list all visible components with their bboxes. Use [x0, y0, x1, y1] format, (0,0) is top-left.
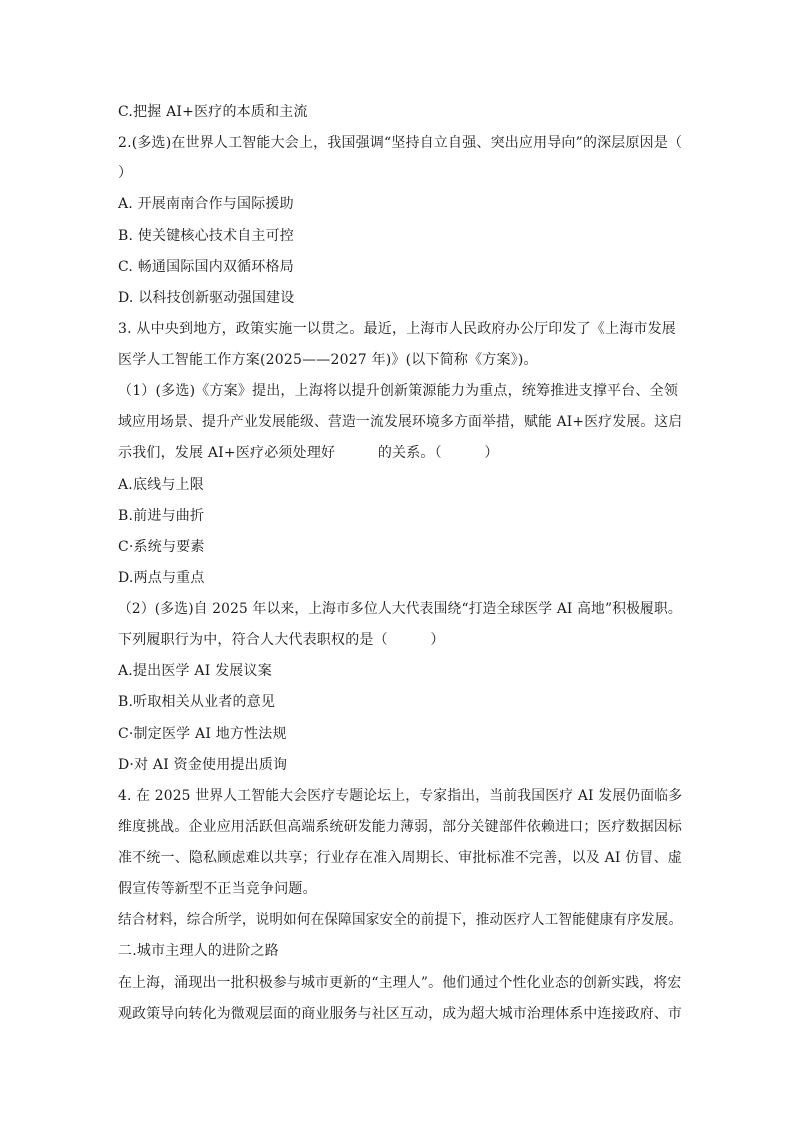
- option-c: C. 畅通国际国内双循环格局: [118, 259, 294, 275]
- question-4-stem: 4. 在 2025 世界人工智能大会医疗专题论坛上，专家指出，当前我国医疗 AI 发展仍面临多: [118, 788, 683, 804]
- option-d: D. 以科技创新驱动强国建设: [118, 290, 295, 306]
- option-d: D.两点与重点: [118, 570, 205, 586]
- text-line: ）: [118, 165, 133, 181]
- option-a: A.底线与上限: [118, 477, 204, 493]
- section-heading: 二.城市主理人的进阶之路: [118, 943, 279, 959]
- text-line: 域应用场景、提升产业发展能级、营造一流发展环境多方面举措，赋能 AI+医疗发展。这启: [118, 414, 683, 430]
- option-b: B.听取相关从业者的意见: [118, 694, 276, 710]
- text-line: 维度挑战。企业应用活跃但高端系统研发能力薄弱，部分关键部件依赖进口；医疗数据因标: [118, 819, 683, 835]
- question-3-1-stem: （1）(多选)《方案》提出，上海将以提升创新策源能力为重点，统筹推进支撑平台、全领: [118, 383, 679, 399]
- text-line: C.把握 AI+医疗的本质和主流: [118, 104, 308, 120]
- text-line: 假宣传等新型不正当竞争问题。: [118, 881, 317, 897]
- text-line: 观政策导向转化为微观层面的商业服务与社区互动，成为超大城市治理体系中连接政府、市: [118, 1006, 683, 1022]
- question-3-stem: 3. 从中央到地方，政策实施一以贯之。最近，上海市人民政府办公厅印发了《上海市发展: [118, 321, 677, 337]
- text-line: 示我们，发展 AI+医疗必须处理好 的关系。（ ）: [118, 445, 499, 461]
- option-c: C·制定医学 AI 地方性法规: [118, 726, 287, 742]
- text-line: 下列履职行为中，符合人大代表职权的是（ ）: [118, 632, 445, 648]
- option-c: C·系统与要素: [118, 539, 205, 555]
- section-intro: 在上海，涌现出一批积极参与城市更新的“主理人”。他们通过个性化业态的创新实践，将宏: [118, 975, 682, 991]
- option-a: A.提出医学 AI 发展议案: [118, 663, 272, 679]
- option-a: A. 开展南南合作与国际援助: [118, 196, 294, 212]
- question-2-stem: 2.(多选)在世界人工智能大会上，我国强调“坚持自立自强、突出应用导向”的深层原因是（: [118, 135, 683, 151]
- text-line: 医学人工智能工作方案(2025——2027 年)》(以下简称《方案》)。: [118, 352, 538, 368]
- option-b: B.前进与曲折: [118, 508, 205, 524]
- question-4-prompt: 结合材料，综合所学，说明如何在保障国家安全的前提下，推动医疗人工智能健康有序发展。: [118, 912, 683, 928]
- option-b: B. 使关键核心技术自主可控: [118, 228, 294, 244]
- option-d: D·对 AI 资金使用提出质询: [118, 757, 288, 773]
- text-line: 准不统一、隐私顾虑难以共享；行业存在准入周期长、审批标准不完善，以及 AI 仿冒、虚: [118, 850, 682, 866]
- question-3-2-stem: （2）(多选)自 2025 年以来，上海市多位人大代表围绕“打造全球医学 AI 高地”积极履职。: [118, 601, 682, 617]
